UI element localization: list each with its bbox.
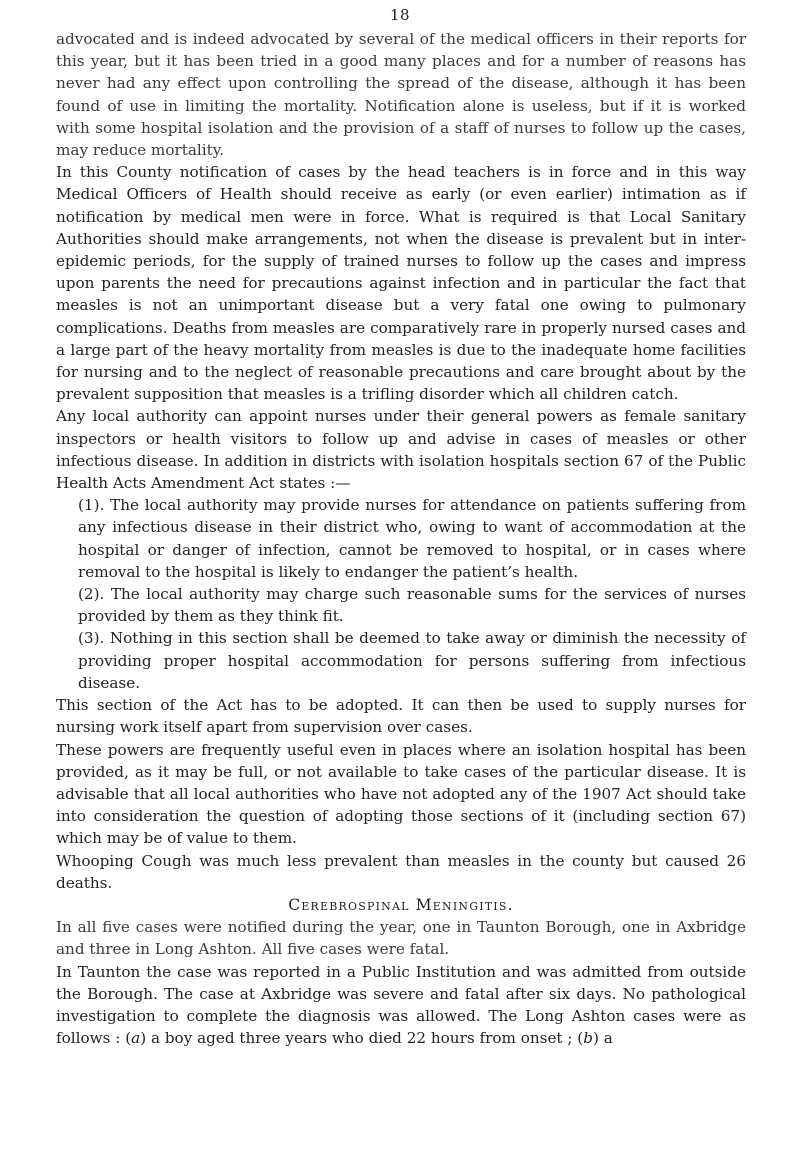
paragraph-county-notification: In this County notification of cases by the head teachers is in force and in this way Medical Officers of Health should receive as early (or even earlier) intimation as if notification by medical men were in force. What is required is that Local Sanitary Authorities should make arrangements, not when the disease is prevalent but in inter-epidemic periods, for the supply of trained nurses to follow up the cases and impress upon parents the need for precautions against infection and in particular the fact that measles is not an unimportant disease but a very fatal one owing to pulmonary complications. Deaths from measles are comparatively rare in properly nursed cases and a large part of the heavy mortality from measles is due to the inadequate home facilities for nursing and to the neglect of reasonable precautions and care brought about by the prevalent supposition that measles is a trifling disorder which all children catch.	[56, 163, 746, 404]
page-number: 18	[389, 6, 411, 24]
act-clause-2: (2). The local authority may charge such reasonable sums for the services of nurses provided by them as they think fit.	[78, 585, 746, 626]
section-heading-cerebrospinal-meningitis: Cerebrospinal Meningitis.	[288, 895, 514, 914]
paragraph-section-adoption: This section of the Act has to be adopted. It can then be used to supply nurses for nursing work itself apart from supervision over cases.	[56, 696, 746, 737]
list-marker-a: a	[131, 1029, 141, 1048]
meningitis-details-text-2: ) a boy aged three years who died 22 hours from onset ; (	[140, 1029, 584, 1048]
paragraph-powers-useful: These powers are frequently useful even in places where an isolation hospital has been provided, as it may be full, or not available to take cases of the particular disease. It is advisable that all local authorities who have not adopted any of the 1907 Act should take into consideration the question of adopting those sections of it (including section 67) which may be of value to them.	[56, 740, 746, 848]
paragraph-local-authority-nurses: Any local authority can appoint nurses under their general powers as female sanitary inspectors or health visitors to follow up and advise in cases of measles or other infectious disease. In addition in districts with isolation hospitals section 67 of the Public Health Acts Amendment Act states :—	[56, 407, 746, 493]
paragraph-meningitis-cases: In all five cases were notified during the year, one in Taunton Borough, one in Axbridge and three in Long Ashton. All five cases were fatal.	[56, 918, 746, 959]
paragraph-meningitis-details	[56, 961, 746, 1050]
body-text	[56, 28, 746, 1049]
paragraph-whooping-cough: Whooping Cough was much less prevalent than measles in the county but caused 26 deaths.	[56, 851, 746, 892]
act-clause-1: (1). The local authority may provide nurses for attendance on patients suffering from any infectious disease in their district who, owing to want of accommodation at the hospital or danger of infection, cannot be removed to hospital, or in cases where removal to the hospital is likely to endanger the patient’s health.	[78, 496, 746, 581]
paragraph-notification-advocated: advocated and is indeed advocated by several of the medical officers in their reports for this year, but it has been tried in a good many places and for a number of reasons has never had any effect upon controlling the spread of the disease, although it has been found of use in limiting the mortality. Notification alone is useless, but if it is worked with some hospital isolation and the provision of a staff of nurses to follow up the cases, may reduce mortality.	[56, 30, 746, 160]
meningitis-details-text-3: ) a	[592, 1029, 613, 1048]
act-clause-3: (3). Nothing in this section shall be deemed to take away or diminish the necessity of providing proper hospital accommodation for persons suffering from infectious disease.	[78, 629, 746, 692]
meningitis-details-text-1: In Taunton the case was reported in a Public Institution and was admitted from outside the Borough. The case at Axbridge was severe and fatal after six days. No pathological investigation to complete the diagnosis was allowed. The Long Ashton cases were as follows : (	[56, 962, 746, 1048]
list-marker-b: b	[583, 1029, 593, 1048]
